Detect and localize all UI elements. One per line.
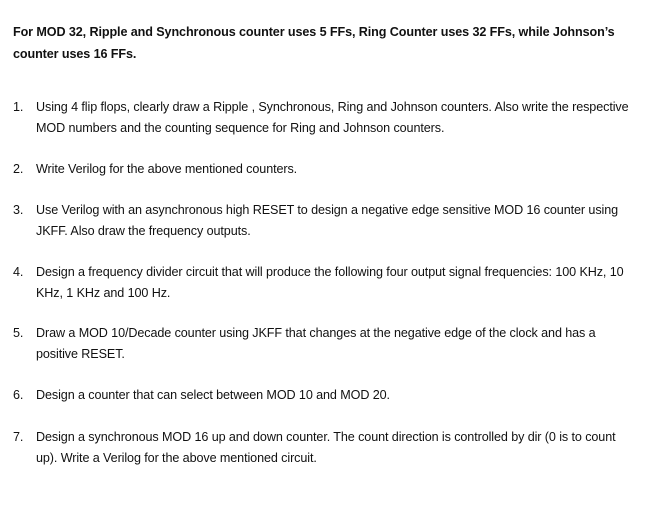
question-number: 5.	[13, 326, 24, 340]
question-item	[13, 262, 643, 304]
question-item	[13, 385, 643, 406]
question-item	[13, 323, 643, 365]
question-number: 4.	[13, 265, 24, 279]
question-text: Using 4 flip flops, clearly draw a Ripple , Synchronous, Ring and Johnson counters. Also write the respective MOD numbers and the counting sequence for Ring and Johnson counters.	[36, 100, 629, 135]
question-number: 3.	[13, 203, 24, 217]
question-text: Design a synchronous MOD 16 up and down counter. The count direction is controlled by dir (0 is to count up). Write a Verilog for the above mentioned circuit.	[36, 430, 616, 465]
question-item	[13, 159, 643, 180]
question-text: Draw a MOD 10/Decade counter using JKFF that changes at the negative edge of the clock and has a positive RESET.	[36, 326, 596, 361]
question-text: Use Verilog with an asynchronous high RESET to design a negative edge sensitive MOD 16 counter using JKFF. Also draw the frequency outputs.	[36, 203, 619, 238]
question-number: 2.	[13, 162, 24, 176]
question-number: 1.	[13, 100, 24, 114]
question-number: 7.	[13, 430, 24, 444]
question-item	[13, 427, 643, 469]
question-item	[13, 200, 643, 242]
question-text: Design a frequency divider circuit that will produce the following four output signal frequencies: 100 KHz, 10 KHz, 1 KHz and 100 Hz.	[36, 265, 624, 300]
question-text: Design a counter that can select between MOD 10 and MOD 20.	[36, 388, 390, 402]
question-text: Write Verilog for the above mentioned counters.	[36, 162, 298, 176]
question-item	[13, 97, 643, 139]
intro-paragraph: For MOD 32, Ripple and Synchronous counter uses 5 FFs, Ring Counter uses 32 FFs, while Johnson’s counter uses 16 FFs.	[13, 25, 615, 61]
question-number: 6.	[13, 388, 24, 402]
